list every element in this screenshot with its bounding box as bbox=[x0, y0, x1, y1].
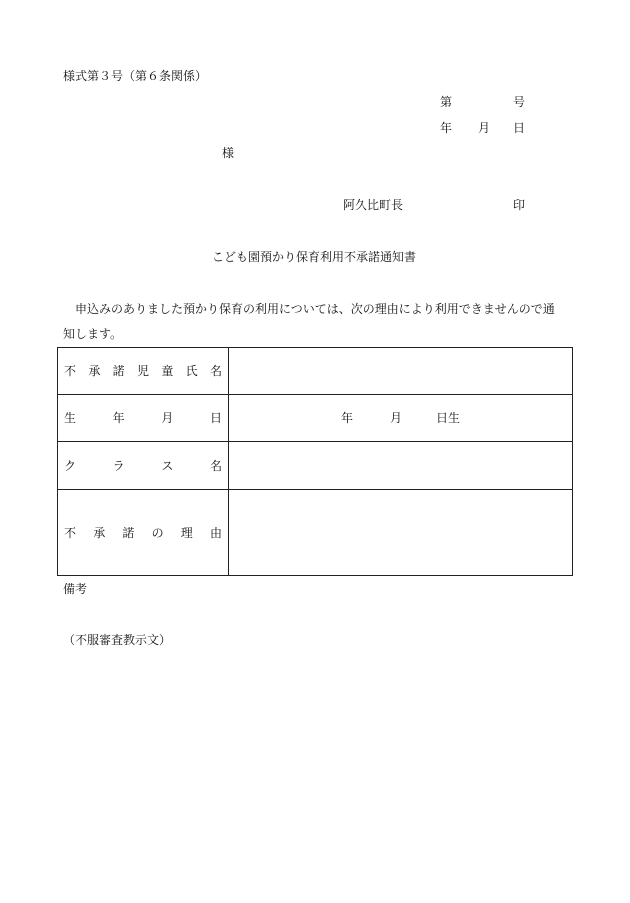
value-cell-child-name bbox=[229, 348, 573, 395]
label-char: 月 bbox=[161, 411, 174, 425]
label-char: 氏 bbox=[185, 364, 198, 378]
notice-table bbox=[57, 347, 573, 576]
label-char: ス bbox=[161, 458, 174, 473]
label-char: 諾 bbox=[122, 525, 135, 540]
label-cell-birthdate bbox=[58, 395, 229, 442]
date-month: 月 bbox=[478, 121, 491, 135]
label-child-name bbox=[58, 365, 228, 377]
label-char: 承 bbox=[88, 364, 101, 378]
label-char: 不 bbox=[64, 525, 77, 540]
label-char: 由 bbox=[209, 525, 222, 540]
date-day: 日 bbox=[513, 121, 526, 135]
value-cell-reason bbox=[229, 490, 573, 576]
label-char: 承 bbox=[93, 525, 106, 540]
label-class bbox=[58, 460, 228, 472]
issuer-name: 阿久比町長 bbox=[343, 198, 404, 212]
value-cell-class bbox=[229, 442, 573, 490]
label-cell-child-name bbox=[58, 348, 229, 395]
label-cell-reason bbox=[58, 490, 229, 576]
label-char: 諾 bbox=[112, 364, 125, 378]
label-char: 名 bbox=[209, 458, 222, 473]
label-char: 童 bbox=[161, 364, 174, 378]
body-line-2: 知します。 bbox=[63, 327, 123, 341]
label-char: 生 bbox=[64, 411, 77, 425]
document-title: こども園預かり保育利用不承諾通知書 bbox=[212, 250, 417, 264]
doc-number-prefix: 第 bbox=[440, 95, 453, 109]
issuer-seal: 印 bbox=[513, 198, 526, 212]
table-row-class bbox=[58, 442, 573, 490]
appeal-notice: （不服審査教示文） bbox=[63, 633, 172, 647]
date-year: 年 bbox=[440, 121, 453, 135]
remarks-label: 備考 bbox=[63, 582, 88, 596]
value-cell-birthdate bbox=[229, 395, 573, 442]
label-char: 児 bbox=[136, 364, 149, 378]
table-row-child-name bbox=[58, 348, 573, 395]
dob-day: 日生 bbox=[436, 411, 461, 425]
doc-number-suffix: 号 bbox=[513, 95, 526, 109]
recipient-suffix: 様 bbox=[222, 146, 235, 160]
dob-month: 月 bbox=[390, 411, 403, 425]
body-line-1: 申込みのありました預かり保育の利用については、次の理由により利用できませんので通 bbox=[75, 302, 555, 316]
form-number: 様式第３号（第６条関係） bbox=[63, 69, 208, 83]
label-char: 年 bbox=[112, 411, 125, 425]
birthdate-value bbox=[229, 412, 572, 424]
label-char: の bbox=[151, 525, 164, 540]
label-char: ラ bbox=[112, 458, 125, 473]
label-char: ク bbox=[64, 458, 77, 473]
label-char: 不 bbox=[64, 364, 77, 378]
dob-year: 年 bbox=[341, 411, 354, 425]
table-row-birthdate bbox=[58, 395, 573, 442]
label-reason bbox=[58, 527, 228, 539]
label-char: 理 bbox=[180, 525, 193, 540]
table-row-reason bbox=[58, 490, 573, 576]
label-birthdate bbox=[58, 412, 228, 424]
label-char: 日 bbox=[209, 411, 222, 425]
label-char: 名 bbox=[209, 364, 222, 378]
label-cell-class bbox=[58, 442, 229, 490]
